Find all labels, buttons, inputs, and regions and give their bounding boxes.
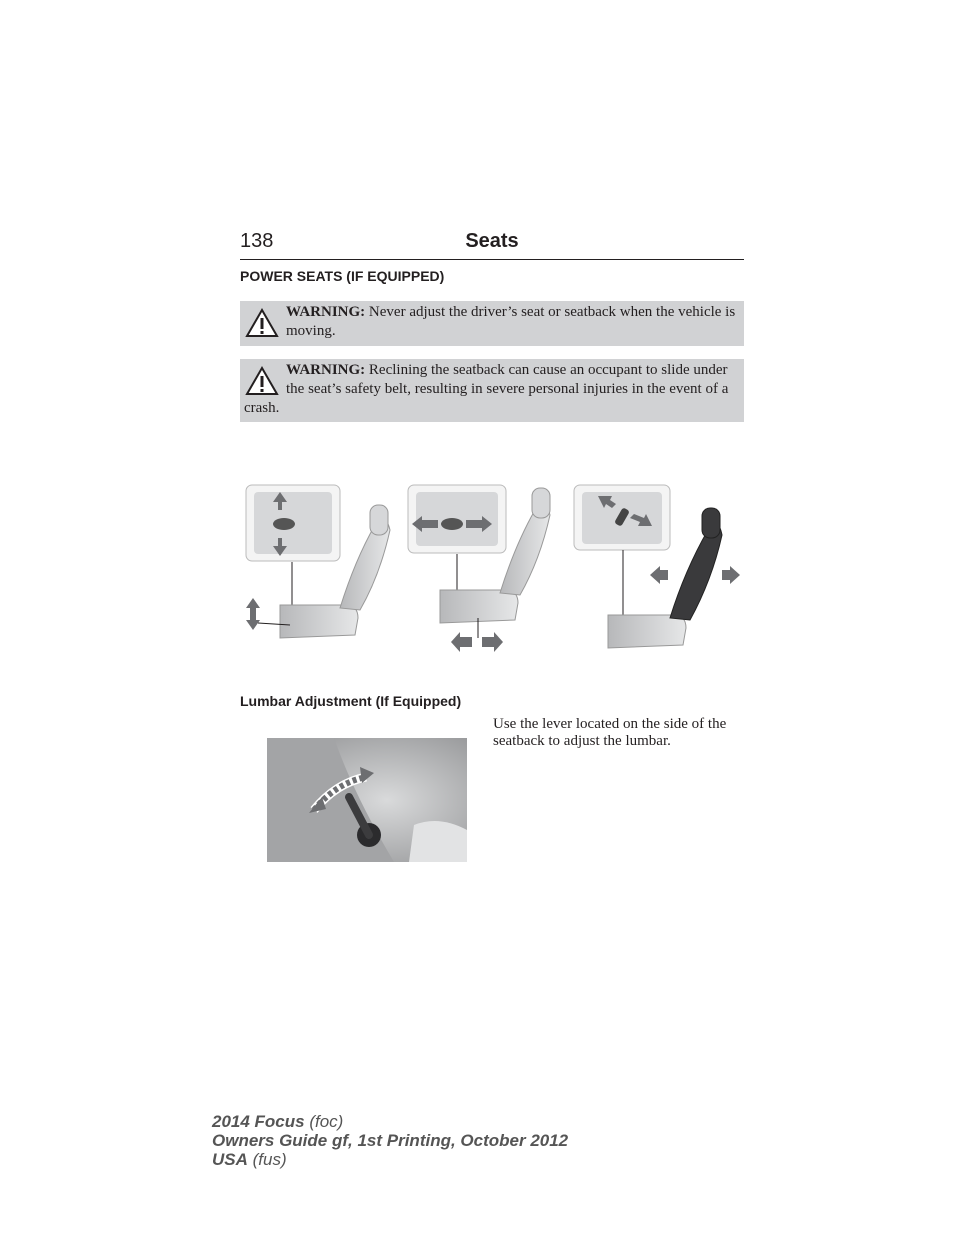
- power-seat-illustration: [240, 480, 744, 655]
- footer-region: USA: [212, 1150, 248, 1169]
- lumbar-description: Use the lever located on the side of the seatback to adjust the lumbar.: [493, 716, 727, 749]
- lumbar-heading: Lumbar Adjustment (If Equipped): [240, 693, 462, 709]
- page-footer: [212, 1112, 568, 1169]
- warning-text: Reclining the seatback can cause an occupant to slide under the seat’s safety belt, resulting in severe personal injuries in the event of a crash.: [244, 362, 729, 416]
- warning-box-2: [240, 359, 744, 422]
- page-header: [240, 228, 744, 260]
- footer-printing: Owners Guide gf, 1st Printing, October 2012: [212, 1131, 569, 1150]
- seat-height-adjust: [246, 485, 390, 638]
- page-number: 138: [240, 230, 274, 252]
- seatback-recline-adjust: [574, 485, 740, 648]
- warning-text: Never adjust the driver’s seat or seatback when the vehicle is moving.: [286, 304, 736, 339]
- warning-triangle-icon: [244, 307, 280, 339]
- warning-box-1: [240, 301, 744, 346]
- footer-model: 2014 Focus: [212, 1112, 305, 1131]
- chapter-title: Seats: [465, 230, 519, 252]
- warning-label: WARNING:: [286, 362, 366, 378]
- lumbar-lever-illustration: [264, 735, 470, 865]
- seat-fore-aft-adjust: [408, 485, 550, 652]
- section-heading: POWER SEATS (IF EQUIPPED): [240, 268, 445, 284]
- warning-label: WARNING:: [286, 304, 366, 320]
- footer-region-code: (fus): [247, 1150, 287, 1169]
- warning-triangle-icon: [244, 365, 280, 397]
- footer-model-code: (foc): [304, 1112, 344, 1131]
